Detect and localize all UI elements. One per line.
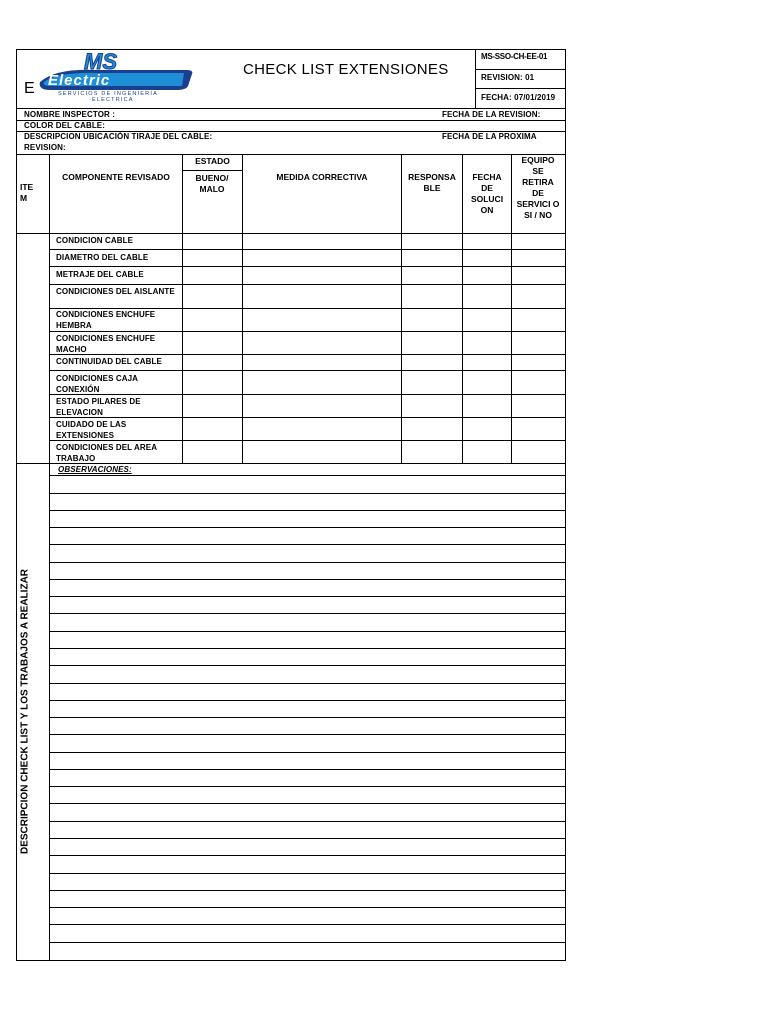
location-label: DESCRIPCION UBICACIÓN TIRAJE DEL CABLE: [24, 132, 213, 141]
logo-tagline-1: SERVICIOS DE INGENIERIA [58, 91, 158, 97]
document-date: FECHA: 07/01/2019 [481, 93, 556, 102]
document-code: MS-SSO-CH-EE-01 [481, 52, 548, 61]
col-responsable-header: RESPONSA BLE [408, 172, 456, 193]
row-4-label: CONDICIONES DEL AISLANTE [56, 287, 175, 296]
col-equipo-header: EQUIPO SE RETIRA DE SERVICI O SI / NO [516, 155, 560, 220]
company-logo [36, 52, 198, 102]
row-7-label: CONTINUIDAD DEL CABLE [56, 357, 162, 366]
row-5-label: CONDICIONES ENCHUFE HEMBRA [56, 310, 156, 330]
logo-ms-text: MS [84, 52, 117, 74]
row-11-label: CONDICIONES DEL AREA TRABAJO [56, 443, 157, 463]
next-date-label: FECHA DE LA PROXIMA [442, 132, 537, 141]
col-estado-header: ESTADO [195, 156, 230, 166]
col-medida-header: MEDIDA CORRECTIVA [276, 172, 368, 182]
review-date-label: FECHA DE LA REVISION: [442, 110, 541, 119]
row-2-label: DIAMETRO DEL CABLE [56, 253, 149, 262]
left-letter: E [24, 80, 35, 97]
row-10-label: CUIDADO DE LAS EXTENSIONES [56, 420, 127, 440]
observations-side-text: DESCRIPCION CHECK LIST Y LOS TRABAJOS A REALIZAR [19, 568, 31, 855]
row-1-label: CONDICION CABLE [56, 236, 134, 245]
logo-tagline-2: ELECTRICA [92, 97, 134, 102]
observations-label: OBSERVACIONES: [58, 465, 132, 474]
row-8-label: CONDICIONES CAJA CONEXIÓN [56, 374, 138, 394]
revision-label: REVISION: [24, 143, 66, 152]
company-logo-graphic [36, 52, 198, 102]
cable-color-label: COLOR DEL CABLE: [24, 121, 106, 130]
row-9-label: ESTADO PILARES DE ELEVACION [56, 397, 141, 417]
col-component-header: COMPONENTE REVISADO [62, 172, 170, 182]
col-bueno-malo-header: BUENO/ MALO [195, 173, 229, 194]
form-title: CHECK LIST EXTENSIONES [243, 61, 449, 78]
row-3-label: METRAJE DEL CABLE [56, 270, 144, 279]
row-6-label: CONDICIONES ENCHUFE MACHO [56, 334, 156, 354]
col-item-header: ITE M [20, 182, 34, 203]
inspector-label: NOMBRE INSPECTOR : [24, 110, 115, 119]
col-fecha-header: FECHA DE SOLUCI ON [470, 172, 504, 215]
logo-electric-text: Electric [48, 72, 111, 89]
revision-number: REVISION: 01 [481, 73, 535, 82]
